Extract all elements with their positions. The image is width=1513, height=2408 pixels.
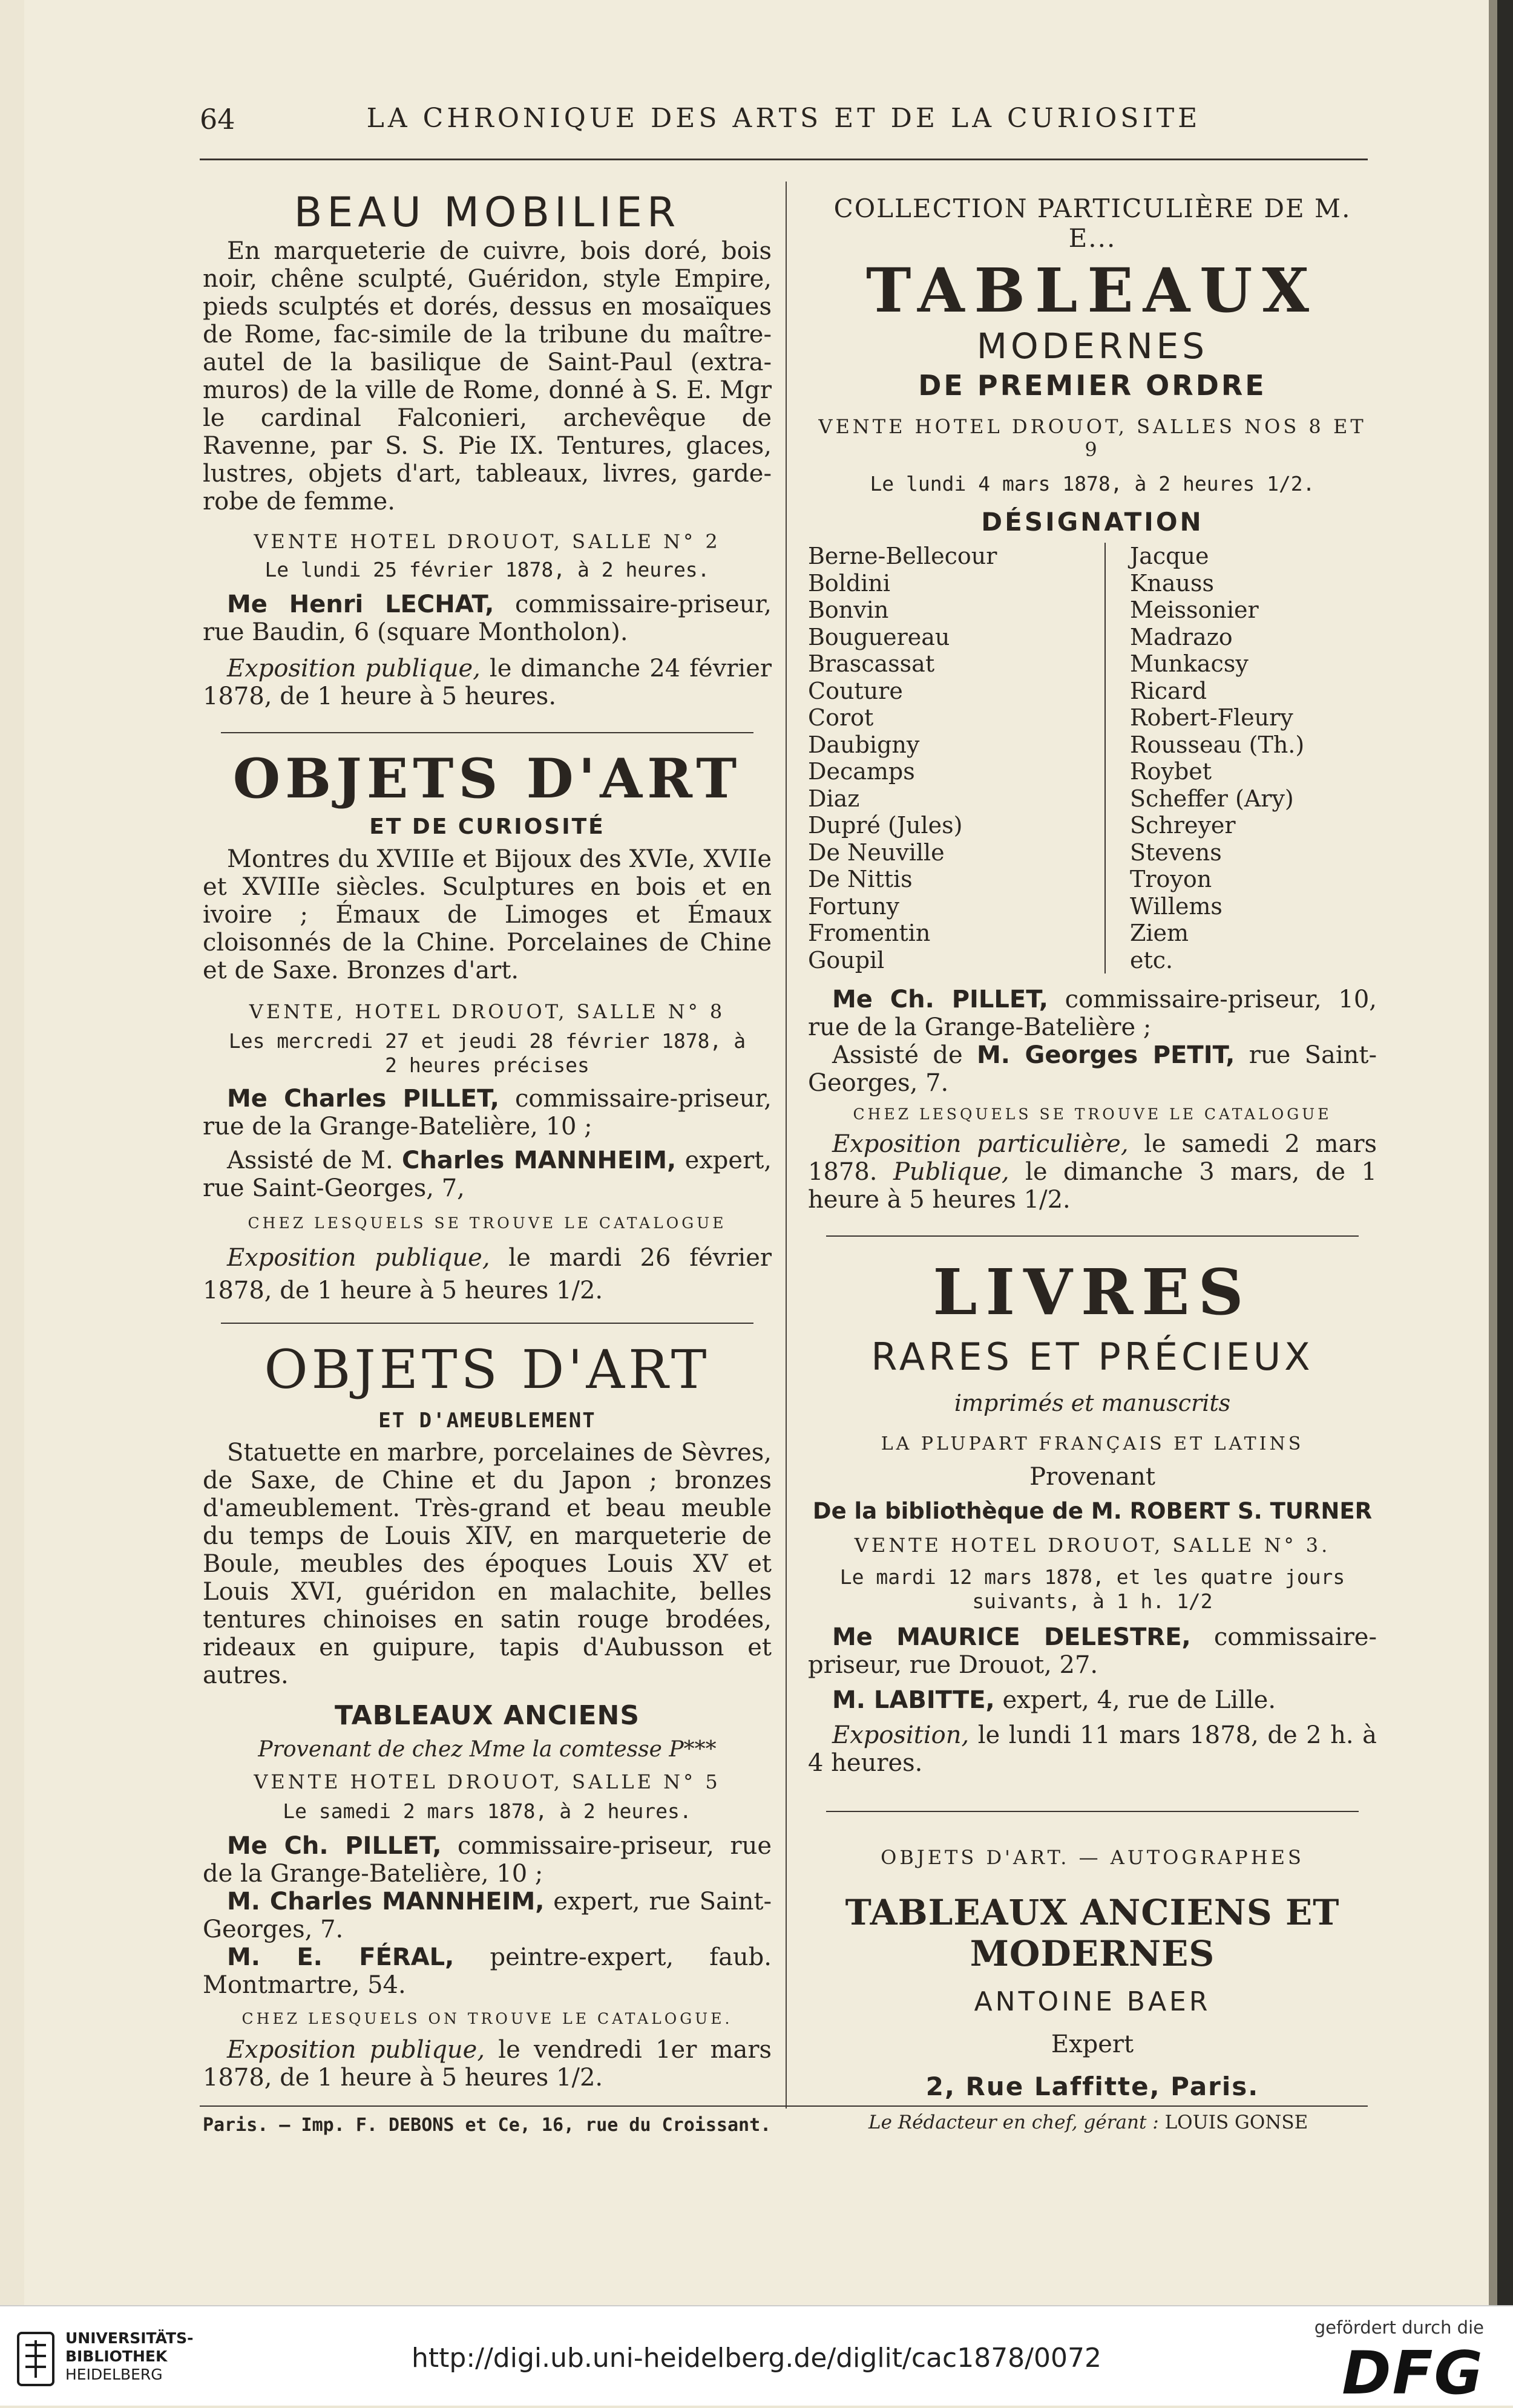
artist-name: Boldini <box>808 569 891 597</box>
auctioneer-name: Me Ch. PILLET, <box>832 986 1048 1013</box>
exposition-label-public: Publique, <box>893 1158 1009 1186</box>
auctioneer-address: commissaire-priseur, rue Drouot, 27. <box>808 1623 1377 1679</box>
tableaux-heading: TABLEAUX ANCIENS ET MODERNES <box>845 1892 1340 1974</box>
auctioneer-address: commissaire-priseur, rue Baudin, 6 (square Montholon). <box>203 591 772 646</box>
ad-beau-mobilier <box>203 189 772 733</box>
artist-name: Dupré (Jules) <box>808 812 963 839</box>
artist-column-right <box>1104 543 1304 973</box>
auctioneer-line <box>203 1832 772 1888</box>
expert-title: Expert <box>1051 2030 1134 2058</box>
section-rule <box>221 732 753 733</box>
exposition-line <box>203 1242 772 1307</box>
bibliotheque-line: De la bibliothèque de M. ROBERT S. TURNER <box>812 1498 1373 1524</box>
expert-name: M. LABITTE, <box>832 1686 995 1714</box>
ad-objets-art-ameublement <box>203 1338 772 2092</box>
auctioneer-line <box>203 1085 772 1140</box>
sale-location: VENTE HOTEL DROUOT, SALLE N° 5 <box>254 1770 721 1793</box>
expert-address: 2, Rue Laffitte, Paris. <box>925 2072 1259 2101</box>
right-column <box>808 175 1377 2101</box>
editor-name: LOUIS GONSE <box>1164 2112 1308 2133</box>
sale-location: VENTE HOTEL DROUOT, SALLE N° 2 <box>254 530 721 553</box>
imprimes-line: imprimés et manuscrits <box>954 1390 1231 1416</box>
artist-name: Willems <box>1130 892 1223 920</box>
expert-address: expert, rue Saint-Georges, 7, <box>203 1147 772 1202</box>
sale-location: VENTE HOTEL DROUOT, SALLES NOS 8 ET 9 <box>818 415 1367 461</box>
artist-name: Schreyer <box>1130 812 1236 839</box>
artist-name: Daubigny <box>808 731 920 758</box>
expert-name: ANTOINE BAER <box>974 1986 1211 2017</box>
sale-location: VENTE, HOTEL DROUOT, SALLE N° 8 <box>249 1000 726 1023</box>
expert-name: M. Georges PETIT, <box>976 1041 1235 1069</box>
exposition-details-public: le dimanche 3 mars, de 1 heure à 5 heures 1/2. <box>808 1158 1377 1214</box>
artist-name: Jacque <box>1130 543 1209 569</box>
expert-prefix: Assisté de M. <box>227 1147 402 1174</box>
catalogue-note: CHEZ LESQUELS SE TROUVE LE CATALOGUE <box>248 1214 727 1232</box>
catalogue-note: CHEZ LESQUELS SE TROUVE LE CATALOGUE <box>853 1105 1332 1123</box>
expert-line <box>808 1041 1377 1097</box>
page-edge <box>1497 0 1513 2305</box>
page-header <box>200 103 1368 145</box>
ad-subtitle: MODERNES <box>976 326 1209 367</box>
artist-name: Munkacsy <box>1130 650 1249 677</box>
artist-name: Rousseau (Th.) <box>1130 731 1305 758</box>
exposition-line <box>203 2036 772 2092</box>
footer-rule <box>200 2105 1368 2107</box>
ad-subtitle-secondary: DE PREMIER ORDRE <box>918 369 1267 402</box>
artist-name: Couture <box>808 677 903 704</box>
funder-logo: DFG <box>1342 2339 1484 2408</box>
header-rule <box>200 159 1368 160</box>
auctioneer-name: Me MAURICE DELESTRE, <box>832 1623 1191 1651</box>
ad-subtitle: ET DE CURIOSITÉ <box>369 814 605 839</box>
exposition-details: le vendredi 1er mars 1878, de 1 heure à 5 heures 1/2. <box>203 2036 772 2092</box>
exposition-label: Exposition particulière, <box>832 1130 1129 1158</box>
expert-line <box>203 1943 772 1999</box>
section-rule <box>826 1811 1359 1812</box>
artist-name: Madrazo <box>1130 623 1233 650</box>
artist-name: De Neuville <box>808 839 945 866</box>
artist-name: Roybet <box>1130 758 1212 785</box>
artist-name: Ricard <box>1130 677 1207 704</box>
ad-body: Montres du XVIIIe et Bijoux des XVIe, XVIIe et XVIIIe siècles. Sculptures en bois et en ivoire ; Émaux de Limoges et Émaux cloisonnés de la Chine. Porcelaines de Chine et de Saxe. Bronzes d'art. <box>203 845 772 984</box>
expert-line <box>203 1888 772 1943</box>
artist-column-left <box>808 543 1104 973</box>
artist-name: De Nittis <box>808 866 913 892</box>
section-rule <box>826 1235 1359 1237</box>
funder-label: gefördert durch die <box>1314 2317 1484 2338</box>
artist-name: Scheffer (Ary) <box>1130 785 1294 812</box>
artist-name: Decamps <box>808 758 915 785</box>
institution-line: BIBLIOTHEK <box>65 2347 168 2365</box>
exposition-details: le mardi 26 février 1878, de 1 heure à 5 heures 1/2. <box>203 1244 772 1304</box>
exposition-details: le dimanche 24 février 1878, de 1 heure à 5 heures. <box>203 655 772 710</box>
artist-name: Meissonier <box>1130 597 1259 623</box>
exposition-label: Exposition publique, <box>227 1244 490 1272</box>
column-divider <box>786 182 787 2109</box>
plupart-line: LA PLUPART FRANÇAIS ET LATINS <box>881 1433 1304 1454</box>
sale-location: VENTE HOTEL DROUOT, SALLE N° 3. <box>854 1534 1331 1557</box>
artist-name: Bouguereau <box>808 623 950 650</box>
exposition-line <box>203 655 772 710</box>
catalogue-note: CHEZ LESQUELS ON TROUVE LE CATALOGUE. <box>241 2010 733 2027</box>
institution-line: HEIDELBERG <box>65 2366 163 2383</box>
ad-title: LIVRES <box>933 1255 1252 1329</box>
auctioneer-name: Me Charles PILLET, <box>227 1085 499 1113</box>
ad-subtitle: RARES ET PRÉCIEUX <box>871 1335 1314 1379</box>
exposition-label: Exposition publique, <box>227 655 481 682</box>
artist-name: Fromentin <box>808 920 931 946</box>
sale-date: Les mercredi 27 et jeudi 28 février 1878, à 2 heures précises <box>228 1029 746 1077</box>
expert-address: rue Saint-Georges, 7. <box>808 1041 1377 1097</box>
institution-line: UNIVERSITÄTS- <box>65 2329 194 2347</box>
ad-tableaux-modernes <box>808 194 1377 1237</box>
expert-line <box>808 1686 1377 1714</box>
source-url-link[interactable]: http://digi.ub.uni-heidelberg.de/diglit/cac1878/0072 <box>412 2343 1101 2374</box>
sale-date: Le lundi 4 mars 1878, à 2 heures 1/2. <box>870 472 1315 496</box>
auctioneer-line <box>808 986 1377 1041</box>
auctioneer-name: Me Ch. PILLET, <box>227 1832 442 1860</box>
expert-address: peintre-expert, faub. Montmartre, 54. <box>203 1943 772 1999</box>
ad-body: Statuette en marbre, porcelaines de Sèvres, de Saxe, de Chine et du Japon ; bronzes d'ameublement. Très-grand et beau meuble du temps de Louis XIV, en marqueterie de Boule, meubles des époques Louis XV et Louis XVI, guéridon en malachite, belles tentures chinoises en satin rouge brodées, rideaux en guipure, tapis d'Aubusson et autres. <box>203 1439 772 1689</box>
artist-name: Troyon <box>1130 866 1212 892</box>
exposition-details: le samedi 2 mars 1878. <box>808 1130 1377 1186</box>
artist-name: Goupil <box>808 946 885 973</box>
section-rule <box>221 1323 753 1324</box>
sale-date: Le mardi 12 mars 1878, et les quatre jours suivants, à 1 h. 1/2 <box>839 1565 1345 1613</box>
editor-line <box>868 2112 1308 2133</box>
page-edge-shadow <box>1489 0 1497 2305</box>
exposition-label: Exposition publique, <box>227 2036 485 2064</box>
artist-name: Fortuny <box>808 892 900 920</box>
artist-name: Knauss <box>1130 569 1214 597</box>
expert-name: M. E. FÉRAL, <box>227 1943 455 1971</box>
sale-date: Le lundi 25 février 1878, à 2 heures. <box>264 558 710 581</box>
scan-info-bar <box>0 2305 1513 2406</box>
expert-address: expert, rue Saint-Georges, 7. <box>203 1888 772 1943</box>
expert-prefix: Assisté de <box>832 1041 977 1069</box>
running-title: LA CHRONIQUE DES ARTS ET DE LA CURIOSITE <box>366 103 1201 134</box>
ad-title: OBJETS D'ART <box>264 1338 711 1401</box>
editor-prefix: Le Rédacteur en chef, gérant : <box>868 2112 1165 2133</box>
ad-livres-rares <box>808 1255 1377 1812</box>
artist-name: Brascassat <box>808 650 935 677</box>
ad-title: OBJETS D'ART <box>232 747 742 811</box>
artist-name: Stevens <box>1130 839 1222 866</box>
exposition-label: Exposition, <box>832 1721 970 1749</box>
auctioneer-name: Me Henri LECHAT, <box>227 591 494 618</box>
artist-name: etc. <box>1130 946 1173 973</box>
objets-line: OBJETS D'ART. — AUTOGRAPHES <box>881 1846 1304 1869</box>
expert-address: expert, 4, rue de Lille. <box>994 1686 1276 1714</box>
auctioneer-address: commissaire-priseur, rue de la Grange-Batelière, 10 ; <box>203 1832 772 1888</box>
auctioneer-line <box>203 591 772 646</box>
ad-antoine-baer <box>808 1846 1377 2101</box>
ad-subtitle: ET D'AMEUBLEMENT <box>378 1408 596 1433</box>
exposition-line <box>808 1721 1377 1777</box>
artist-name: Robert-Fleury <box>1130 704 1293 731</box>
ad-objets-art-curiosite <box>203 747 772 1324</box>
provenance: Provenant de chez Mme la comtesse P*** <box>258 1737 717 1762</box>
exposition-details: le lundi 11 mars 1878, de 2 h. à 4 heures. <box>808 1721 1377 1777</box>
artist-name: Corot <box>808 704 874 731</box>
ad-body: En marqueterie de cuivre, bois doré, bois noir, chêne sculpté, Guéridon, style Empire, pieds sculptés et dorés, dessus en mosaïques de Rome, fac-simile de la tribune du maître-autel de la basilique de Saint-Paul (extra-muros) de la ville de Rome, donné à S. E. Mgr le cardinal Falconieri, archevêque de Ravenne, par S. S. Pie IX. Tentures, glaces, lustres, objets d'art, tableaux, livres, garde-robe de femme. <box>203 237 772 515</box>
auctioneer-line <box>808 1623 1377 1679</box>
artist-name: Diaz <box>808 785 860 812</box>
provenant-line: Provenant <box>1029 1463 1155 1491</box>
artist-name: Berne-Bellecour <box>808 543 997 569</box>
exposition-line <box>808 1130 1377 1214</box>
auctioneer-address: commissaire-priseur, 10, rue de la Grange-Batelière ; <box>808 986 1377 1041</box>
artist-name: Ziem <box>1130 920 1189 946</box>
ad-title: TABLEAUX <box>866 255 1319 326</box>
printer-line: Paris. — Imp. F. DEBONS et Ce, 16, rue du Croissant. <box>203 2115 772 2136</box>
ad-title: BEAU MOBILIER <box>294 189 681 237</box>
artist-name: Bonvin <box>808 597 889 623</box>
expert-name: M. Charles MANNHEIM, <box>227 1888 545 1916</box>
expert-name: Charles MANNHEIM, <box>402 1147 677 1174</box>
expert-line <box>203 1147 772 1202</box>
auctioneer-address: commissaire-priseur, rue de la Grange-Batelière, 10 ; <box>203 1085 772 1140</box>
designation-heading: DÉSIGNATION <box>981 507 1204 537</box>
left-column <box>203 175 772 2092</box>
page-number: 64 <box>200 103 235 136</box>
collection-line: COLLECTION PARTICULIÈRE DE M. E... <box>833 194 1351 253</box>
sale-date: Le samedi 2 mars 1878, à 2 heures. <box>283 1799 692 1823</box>
artist-list <box>808 543 1377 973</box>
tableaux-heading: TABLEAUX ANCIENS <box>334 1700 640 1731</box>
